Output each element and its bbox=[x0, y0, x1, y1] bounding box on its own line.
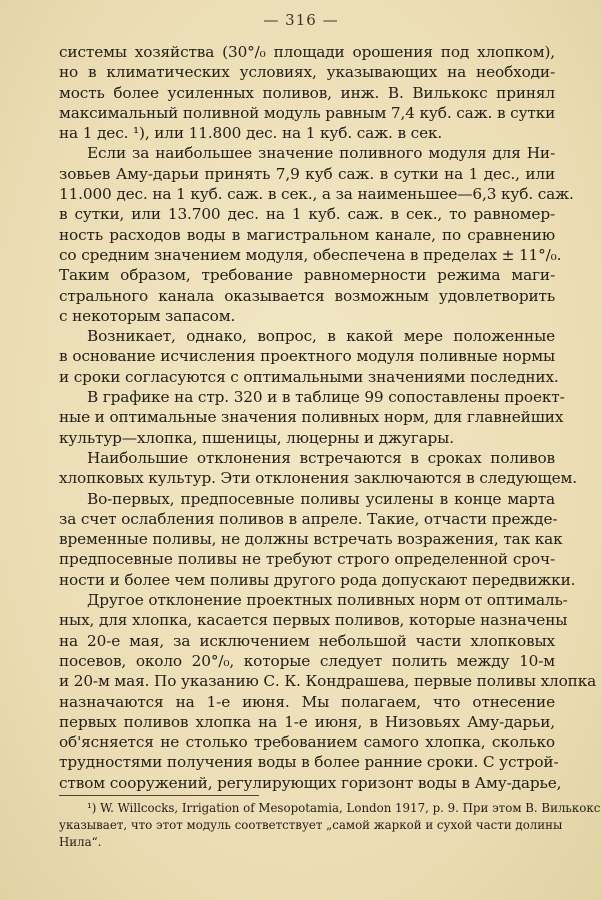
text-line: Если за наибольшее значение поливного модуля для Ни- bbox=[87, 144, 555, 163]
text-line: на 1 дес. ¹), или 11.800 дес. на 1 куб. саж. в сек. bbox=[59, 124, 443, 143]
text-line: 11.000 дес. на 1 куб. саж. в сек., а за наименьшее—6,3 куб. саж. bbox=[59, 185, 574, 204]
text-line: ных, для хлопка, касается первых поливов, которые назначены bbox=[59, 611, 568, 630]
text-line: максимальный поливной модуль равным 7,4 куб. саж. в сутки bbox=[59, 103, 556, 122]
body-text bbox=[59, 42, 597, 793]
footnote-line: ¹) W. Willcocks, Irrigation of Mesopotamia, London 1917, p. 9. При этом В. Вилькокс bbox=[87, 801, 601, 815]
text-line: мость более усиленных поливов, инж. В. Вилькокс принял bbox=[59, 83, 555, 102]
footnote-line: Нила“. bbox=[59, 835, 102, 849]
text-line: предпосевные поливы не требуют строго определенной сроч- bbox=[59, 550, 555, 569]
text-line: ности и более чем поливы другого рода допускают передвижки. bbox=[59, 570, 576, 589]
text-line: Наибольшие отклонения встречаются в сроках поливов bbox=[87, 448, 555, 467]
text-line: ством сооружений, регулирующих горизонт воды в Аму-дарье, bbox=[59, 773, 562, 792]
text-line: и 20-м мая. По указанию С. К. Кондрашева, первые поливы хлопка bbox=[59, 672, 597, 691]
text-line: в сутки, или 13.700 дес. на 1 куб. саж. в сек., то равномер- bbox=[59, 205, 555, 224]
footnote-divider bbox=[59, 795, 259, 796]
text-line: В графике на стр. 320 и в таблице 99 сопоставлены проект- bbox=[87, 388, 565, 407]
text-line: культур—хлопка, пшеницы, люцерны и джугары. bbox=[59, 428, 454, 447]
text-line: со средним значением модуля, обеспечена в пределах ± 11°/₀. bbox=[59, 245, 562, 264]
text-line: ные и оптимальные значения поливных норм, для главнейших bbox=[59, 408, 564, 427]
text-line: с некоторым запасом. bbox=[59, 306, 236, 325]
footnotes bbox=[59, 800, 601, 851]
text-line: Другое отклонение проектных поливных норм от оптималь- bbox=[87, 591, 568, 610]
text-line: Таким образом, требование равномерности режима маги- bbox=[59, 266, 555, 285]
text-line: на 20-е мая, за исключением небольшой части хлопковых bbox=[59, 631, 555, 650]
text-line: системы хозяйства (30°/₀ площади орошения под хлопком), bbox=[59, 43, 555, 61]
text-line: посевов, около 20°/₀, которые следует полить между 10-м bbox=[59, 651, 555, 670]
text-line: за счет ослабления поливов в апреле. Такие, отчасти прежде- bbox=[59, 509, 558, 528]
text-line: Возникает, однако, вопрос, в какой мере положенные bbox=[87, 327, 555, 346]
text-line: в основание исчисления проектного модуля поливные нормы bbox=[59, 347, 555, 366]
text-line: временные поливы, не должны встречать возражения, так как bbox=[59, 530, 563, 549]
text-line: хлопковых культур. Эти отклонения заключаются в следующем. bbox=[59, 469, 577, 488]
text-line: стрального канала оказывается возможным удовлетворить bbox=[59, 286, 555, 305]
text-line: Во-первых, предпосевные поливы усилены в конце марта bbox=[87, 489, 555, 508]
text-line: и сроки согласуются с оптимальными значениями последних. bbox=[59, 367, 559, 386]
text-line: об'ясняется не столько требованием самого хлопка, сколько bbox=[59, 733, 555, 752]
text-line: трудностями получения воды в более ранние сроки. С устрой- bbox=[59, 753, 559, 772]
text-line: зовьев Аму-дарьи принять 7,9 куб саж. в сутки на 1 дес., или bbox=[59, 164, 555, 183]
footnote-line: указывает, что этот модуль соответствует „самой жаркой и сухой части долины bbox=[59, 818, 563, 832]
text-line: но в климатических условиях, указывающих на необходи- bbox=[59, 63, 555, 82]
page-number: — 316 — bbox=[263, 11, 339, 29]
text-line: первых поливов хлопка на 1-е июня, в Низовьях Аму-дарьи, bbox=[59, 712, 555, 731]
text-line: назначаются на 1-е июня. Мы полагаем, что отнесение bbox=[59, 692, 555, 711]
text-line: ность расходов воды в магистральном канале, по сравнению bbox=[59, 225, 555, 244]
